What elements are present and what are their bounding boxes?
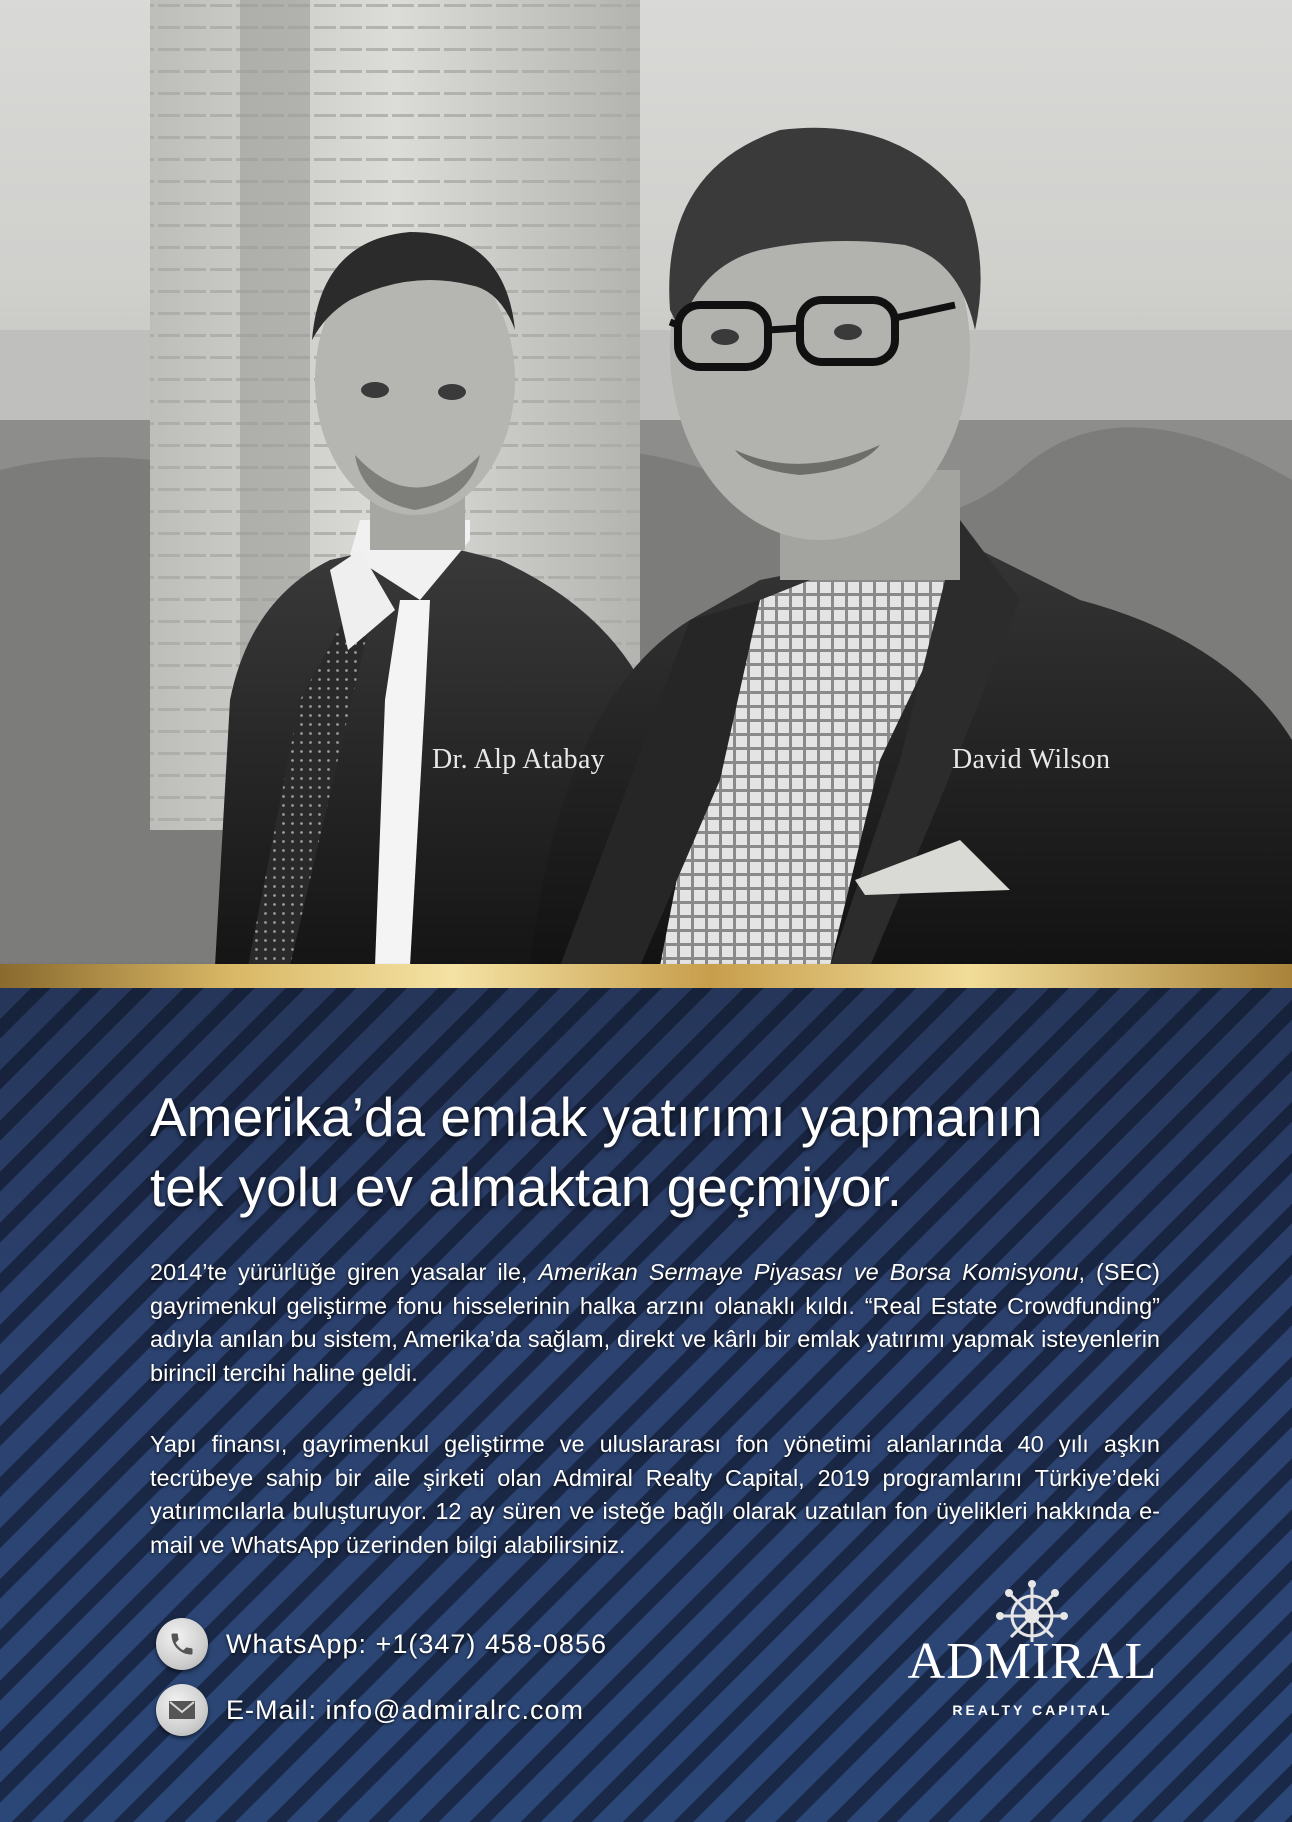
whatsapp-contact[interactable]	[156, 1618, 607, 1670]
email-address[interactable]: E-Mail: info@admiralrc.com	[226, 1694, 584, 1725]
paragraph1-intro: 2014’te yürürlüğe giren yasalar ile,	[150, 1259, 539, 1285]
paragraph1-italic: Amerikan Sermaye Piyasası ve Borsa Komisyonu	[538, 1259, 1079, 1285]
whatsapp-number[interactable]: WhatsApp: +1(347) 458-0856	[226, 1628, 607, 1659]
paragraph-sec-law	[150, 1256, 1160, 1390]
admiral-logo	[900, 1578, 1165, 1728]
paragraph-company: Yapı finansı, gayrimenkul geliştirme ve uluslararası fon yönetimi alanlarında 40 yılı aşkın tecrübeye sahip bir aile şirketi olan Admiral Realty Capital, 2019 programlarını Türkiye’deki yatırımcılarla buluşturuyor. 12 ay süren ve isteğe bağlı olarak uzatılan fon üyelikleri hakkında e-mail ve WhatsApp üzerinden bilgi alabilirsiniz.	[150, 1431, 1160, 1558]
logo-subtitle: REALTY CAPITAL	[952, 1702, 1113, 1718]
gold-divider	[0, 964, 1292, 988]
headline-line-1: Amerika’da emlak yatırımı yapmanın	[150, 1086, 1043, 1148]
phone-icon	[156, 1618, 208, 1670]
caption-david-wilson: David Wilson	[952, 744, 1111, 775]
headline	[150, 1082, 1190, 1222]
caption-alp-atabay: Dr. Alp Atabay	[432, 744, 605, 775]
paragraph1-rest: , (SEC) gayrimenkul geliştirme fonu hisselerinin halka arzını olanaklı kıldı. “Real Estate Crowdfunding” adıyla anılan bu sistem, Amerika’da sağlam, direkt ve kârlı bir emlak yatırımı yapmak isteyenlerin birincil tercihi haline geldi.	[150, 1259, 1161, 1386]
email-contact[interactable]	[156, 1684, 584, 1736]
headline-line-2: tek yolu ev almaktan geçmiyor.	[150, 1156, 903, 1218]
envelope-icon	[156, 1684, 208, 1736]
content-panel	[0, 988, 1292, 1822]
logo-name: ADMIRAL	[907, 1633, 1158, 1690]
